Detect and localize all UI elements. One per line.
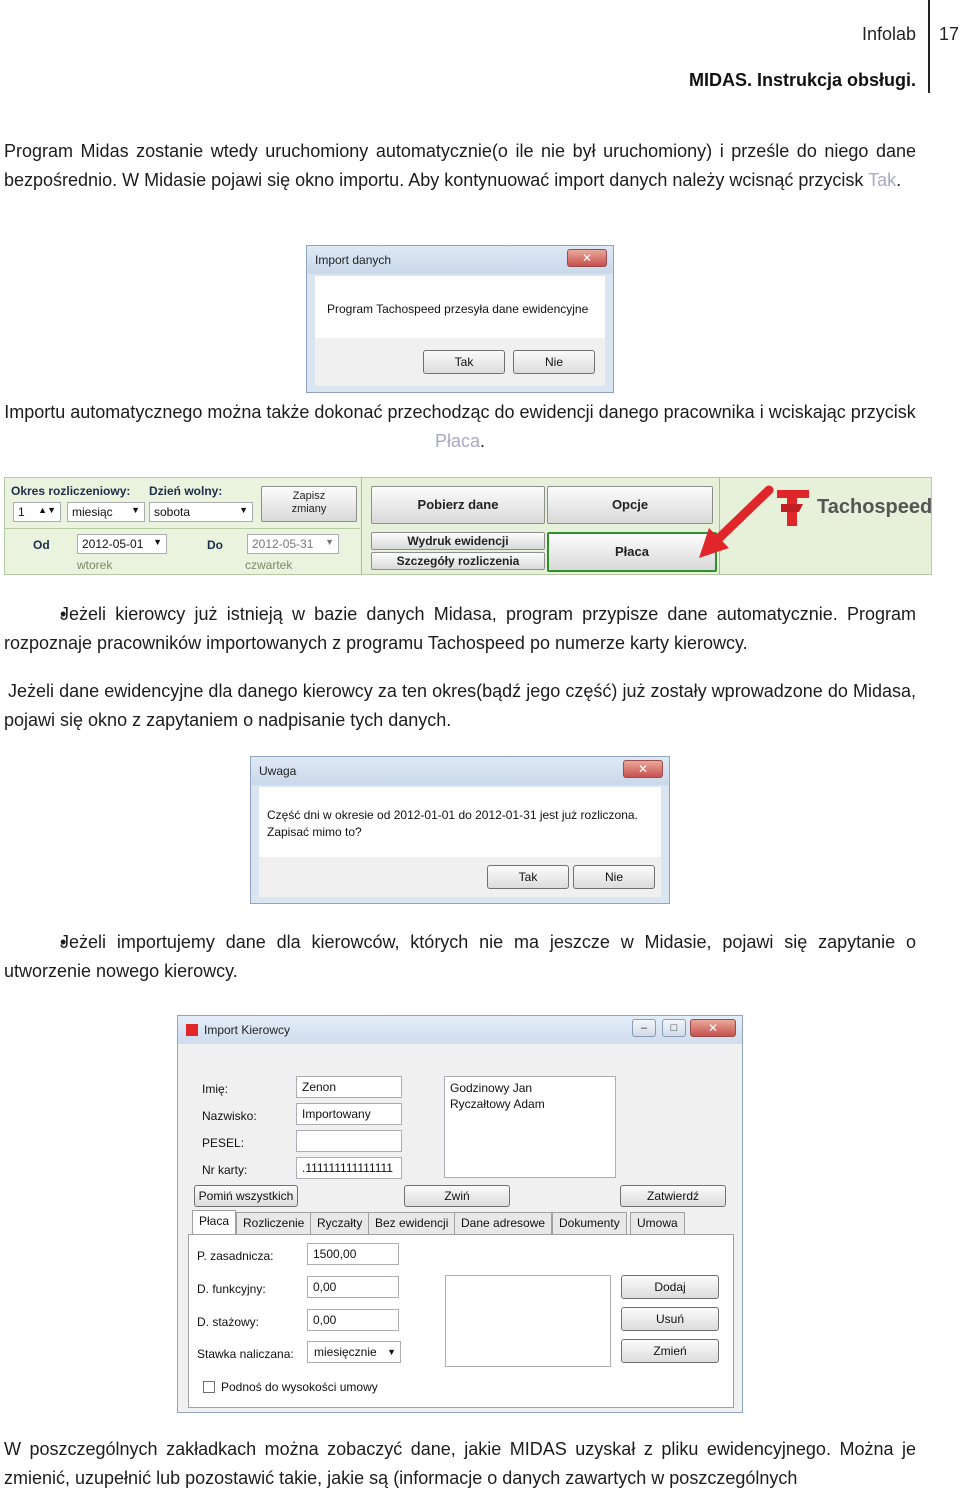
od-date-select[interactable]: 2012-05-01 ▼ bbox=[77, 534, 167, 554]
nazwisko-label: Nazwisko: bbox=[202, 1109, 257, 1123]
zmien-button[interactable]: Zmień bbox=[621, 1339, 719, 1363]
okres-unit-select[interactable]: miesiąc ▼ bbox=[67, 502, 145, 522]
usun-button[interactable]: Usuń bbox=[621, 1307, 719, 1331]
close-icon[interactable]: ✕ bbox=[690, 1019, 736, 1037]
uwaga-dialog-titlebar bbox=[251, 757, 669, 785]
header-divider bbox=[928, 0, 930, 93]
imie-field[interactable]: Zenon bbox=[296, 1076, 402, 1098]
tachospeed-logo-icon bbox=[773, 486, 813, 530]
import-dialog-footer bbox=[315, 338, 605, 386]
bullet-new-drivers: • Jeżeli importujemy dane dla kierowców, których nie ma jeszcze w Midasie, pojawi się zapytanie o utworzenie nowego kierowcy. bbox=[4, 928, 916, 986]
paragraph-intro: Program Midas zostanie wtedy uruchomiony automatycznie(o ile nie był uruchomiony) i prześle do niego dane bezpośrednio. W Midasie pojawi się okno importu. Aby kontynuować import danych należy wcisnąć przycisk Tak. bbox=[4, 141, 916, 190]
dzien-label: Dzień wolny: bbox=[149, 484, 223, 498]
yes-button[interactable]: Tak bbox=[487, 865, 569, 889]
tachospeed-logo-text: Tachospeed bbox=[817, 496, 933, 518]
pesel-field[interactable] bbox=[296, 1130, 402, 1152]
okres-value[interactable]: 1 ▲▼ bbox=[13, 502, 61, 522]
zasadnicza-label: P. zasadnicza: bbox=[197, 1249, 274, 1263]
dodaj-button[interactable]: Dodaj bbox=[621, 1275, 719, 1299]
tab-ryczalty[interactable]: Ryczałty bbox=[310, 1212, 369, 1234]
tab-dokumenty[interactable]: Dokumenty bbox=[552, 1212, 627, 1234]
import-dialog-message: Program Tachospeed przesyła dane ewidencyjne bbox=[327, 302, 589, 316]
uwaga-dialog-body bbox=[259, 787, 661, 857]
pesel-label: PESEL: bbox=[202, 1136, 245, 1150]
uwaga-dialog-footer bbox=[259, 857, 661, 897]
funkcyjny-field[interactable]: 0,00 bbox=[307, 1276, 399, 1298]
chevron-down-icon: ▼ bbox=[153, 537, 162, 547]
nr-karty-field[interactable]: .111111111111111 bbox=[296, 1157, 402, 1179]
header-subtitle: MIDAS. Instrukcja obsługi. bbox=[688, 70, 916, 90]
opcje-button[interactable]: Opcje bbox=[547, 486, 713, 524]
minimize-icon[interactable]: – bbox=[632, 1019, 656, 1037]
import-dialog-body bbox=[315, 276, 605, 338]
toolbar-separator bbox=[361, 478, 362, 574]
stawka-select[interactable]: miesięcznie ▼ bbox=[307, 1341, 401, 1363]
zwin-button[interactable]: Zwiń bbox=[404, 1185, 510, 1207]
paragraph-overwrite: Jeżeli dane ewidencyjne dla danego kierowcy za ten okres(bądź jego część) już zostały wprowadzone do Midasa, pojawi się okno z zapytaniem o nadpisanie tych danych. bbox=[4, 681, 916, 730]
od-day: wtorek bbox=[77, 558, 113, 572]
uwaga-dialog-title: Uwaga bbox=[259, 764, 297, 778]
chevron-down-icon: ▼ bbox=[387, 1347, 396, 1357]
page-number: 17 bbox=[939, 24, 960, 44]
chevron-down-icon: ▼ bbox=[131, 505, 140, 515]
bullet-existing-drivers: • Jeżeli kierowcy już istnieją w bazie danych Midasa, program przypisze dane automatycznie. Program rozpoznaje pracowników importowanych z programu Tachospeed po numerze karty kierowcy. bbox=[4, 600, 916, 658]
placa-button[interactable]: Płaca bbox=[547, 532, 717, 572]
tab-rozliczenie[interactable]: Rozliczenie bbox=[236, 1212, 311, 1234]
chevron-down-icon: ▼ bbox=[239, 505, 248, 515]
stazowy-label: D. stażowy: bbox=[197, 1315, 260, 1329]
do-date-select[interactable]: 2012-05-31 ▼ bbox=[247, 534, 339, 554]
chevron-down-icon: ▼ bbox=[325, 537, 334, 547]
nr-karty-label: Nr karty: bbox=[202, 1163, 248, 1177]
import-dialog-titlebar bbox=[307, 246, 613, 274]
tab-umowa[interactable]: Umowa bbox=[630, 1212, 685, 1234]
nazwisko-field[interactable]: Importowany bbox=[296, 1103, 402, 1125]
paragraph-tabs-info: W poszczególnych zakładkach można zobaczyć dane, jakie MIDAS uzyskał z pliku ewidencyjnego. Można je zmienić, uzupełnić lub pozostawić takie, jakie są (informacje o danych zawartych w poszczególnych bbox=[4, 1439, 916, 1488]
tabs-container bbox=[188, 1212, 734, 1408]
tab-dane-adresowe[interactable]: Dane adresowe bbox=[454, 1212, 552, 1234]
import-dialog bbox=[306, 245, 614, 393]
import-kierowcy-window bbox=[177, 1015, 743, 1413]
amounts-list[interactable] bbox=[445, 1275, 611, 1367]
do-day: czwartek bbox=[245, 558, 293, 572]
import-kierowcy-titlebar bbox=[178, 1016, 742, 1044]
szczegoly-rozliczenia-button[interactable]: Szczegóły rozliczenia bbox=[371, 552, 545, 570]
od-label: Od bbox=[33, 538, 50, 552]
funkcyjny-label: D. funkcyjny: bbox=[197, 1282, 266, 1296]
no-button[interactable]: Nie bbox=[573, 865, 655, 889]
tab-panel-placa bbox=[188, 1234, 734, 1408]
maximize-icon[interactable]: □ bbox=[662, 1019, 686, 1037]
no-button[interactable]: Nie bbox=[513, 350, 595, 374]
zatwierdz-button[interactable]: Zatwierdź bbox=[620, 1185, 726, 1207]
zasadnicza-field[interactable]: 1500,00 bbox=[307, 1243, 399, 1265]
okres-label: Okres rozliczeniowy: bbox=[11, 484, 131, 498]
imie-label: Imię: bbox=[202, 1082, 229, 1096]
podnos-label: Podnoś do wysokości umowy bbox=[221, 1380, 378, 1394]
close-icon[interactable]: ✕ bbox=[623, 760, 663, 778]
uwaga-dialog-message: Część dni w okresie od 2012-01-01 do 2012-01-31 jest już rozliczona. Zapisać mimo to? bbox=[267, 808, 638, 839]
dzien-select[interactable]: sobota ▼ bbox=[149, 502, 253, 522]
drivers-list[interactable] bbox=[444, 1076, 616, 1178]
app-icon bbox=[186, 1024, 198, 1036]
uwaga-dialog bbox=[250, 756, 670, 904]
list-item[interactable]: Godzinowy Jan bbox=[450, 1081, 533, 1095]
pomin-wszystkich-button[interactable]: Pomiń wszystkich bbox=[194, 1185, 298, 1207]
save-changes-button[interactable]: Zapisz zmiany bbox=[261, 486, 357, 522]
employee-toolbar bbox=[4, 477, 932, 575]
spinner-icon: ▲▼ bbox=[38, 505, 56, 515]
tab-placa[interactable]: Płaca bbox=[192, 1210, 236, 1234]
paragraph-auto-import: Importu automatycznego można także dokonać przechodząc do ewidencji danego pracownika i wciskając przycisk Płaca. bbox=[4, 402, 916, 451]
do-label: Do bbox=[207, 538, 223, 552]
list-item[interactable]: Ryczałtowy Adam bbox=[450, 1097, 545, 1111]
podnos-checkbox[interactable] bbox=[203, 1381, 215, 1393]
stawka-label: Stawka naliczana: bbox=[197, 1347, 294, 1361]
tab-bez-ewidencji[interactable]: Bez ewidencji bbox=[368, 1212, 455, 1234]
stazowy-field[interactable]: 0,00 bbox=[307, 1309, 399, 1331]
pobierz-dane-button[interactable]: Pobierz dane bbox=[371, 486, 545, 524]
close-icon[interactable]: ✕ bbox=[567, 249, 607, 267]
header-org: Infolab bbox=[861, 24, 916, 44]
import-kierowcy-title: Import Kierowcy bbox=[204, 1023, 291, 1037]
wydruk-ewidencji-button[interactable]: Wydruk ewidencji bbox=[371, 532, 545, 550]
highlight-placa: Płaca bbox=[434, 431, 480, 451]
toolbar-hdivider bbox=[5, 528, 360, 529]
highlight-tak: Tak bbox=[868, 170, 897, 190]
import-dialog-title: Import danych bbox=[315, 253, 392, 267]
yes-button[interactable]: Tak bbox=[423, 350, 505, 374]
